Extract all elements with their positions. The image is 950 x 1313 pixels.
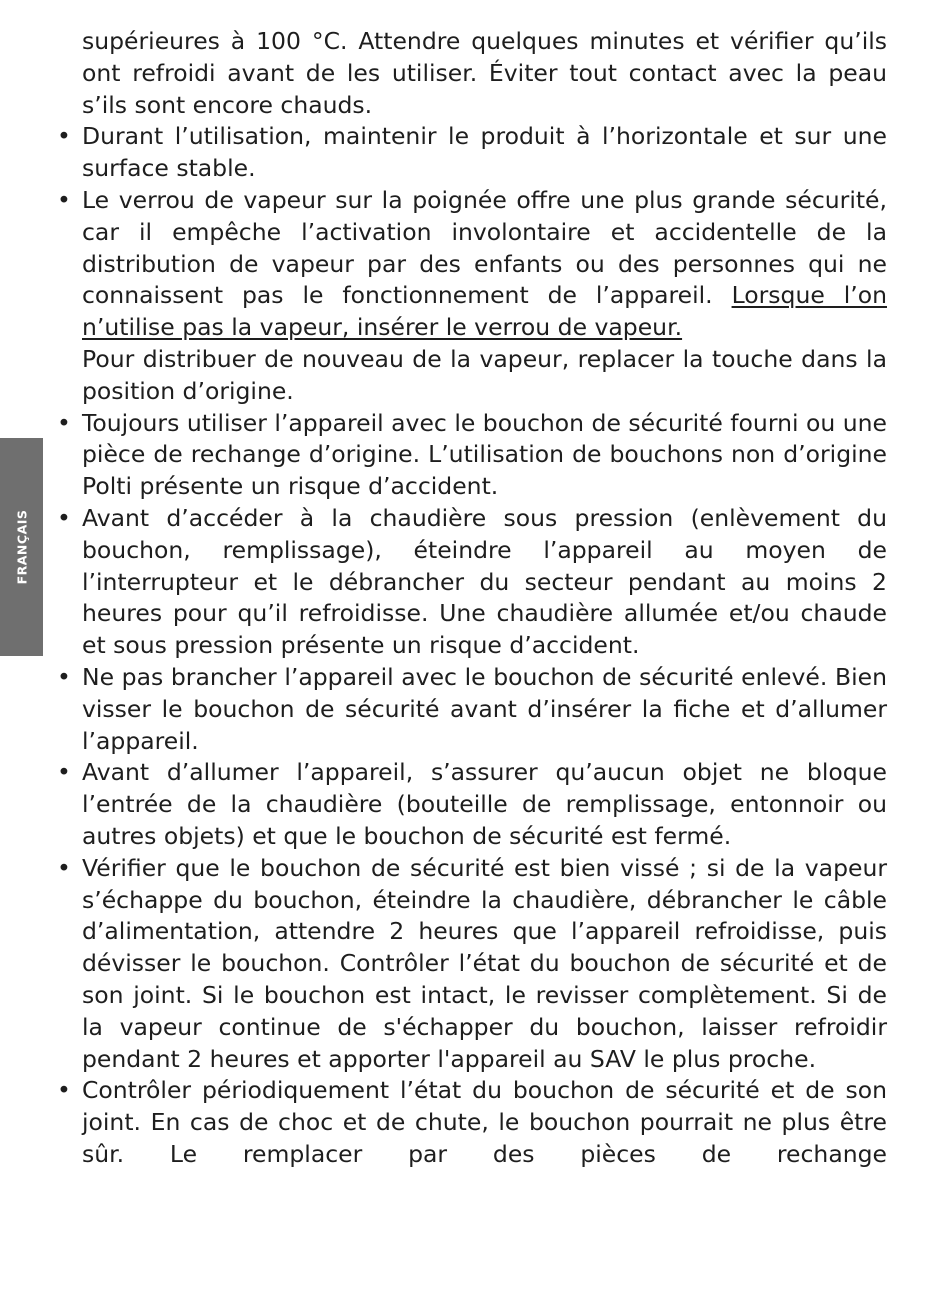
language-label: FRANÇAIS (14, 509, 29, 585)
language-side-tab (0, 438, 43, 656)
bullet-item (57, 662, 887, 757)
paragraph-text: Durant l’utilisation, maintenir le produit à l’horizontale et sur une surface stable. (82, 122, 887, 183)
paragraph-text: Avant d’accéder à la chaudière sous pression (enlèvement du bouchon, remplissage), éteindre l’appareil au moyen de l’interrupteur et le débrancher du secteur pendant au moins 2 heures pour qu’il refroidisse. Une chaudière allumée et/ou chaude et sous pression présente un risque d’accident. (82, 503, 887, 660)
bullet-item (57, 757, 887, 852)
safety-instructions-text (57, 26, 887, 1168)
bullet-item (57, 1075, 887, 1168)
bullet-item (57, 121, 887, 185)
bullet-item (57, 503, 887, 662)
paragraph-text: Ne pas brancher l’appareil avec le bouchon de sécurité enlevé. Bien visser le bouchon de sécurité avant d’insérer la fiche et d’allumer l’appareil. (82, 662, 887, 755)
paragraph-text: Vérifier que le bouchon de sécurité est bien vissé ; si de la vapeur s’échappe du bouchon, éteindre la chaudière, débrancher le câble d’alimentation, attendre 2 heures que l’appareil refroidisse, puis dévisser le bouchon. Contrôler l’état du bouchon de sécurité et de son joint. Si le bouchon est intact, le revisser complètement. Si de la vapeur continue de s'échapper du bouchon, laisser refroidir pendant 2 heures et apporter l'appareil au SAV le plus proche. (82, 853, 887, 1073)
paragraph-text: Toujours utiliser l’appareil avec le bouchon de sécurité fourni ou une pièce de rechange d’origine. L’utilisation de bouchons non d’origine Polti présente un risque d’accident. (82, 408, 887, 501)
paragraph-text: Le verrou de vapeur sur la poignée offre une plus grande sécurité, car il empêche l’activation involontaire et accidentelle de la distribution de vapeur par des enfants ou des personnes qui ne connaissent pas le fonctionnement de l’appareil. (82, 185, 887, 310)
paragraph-text: Contrôler périodiquement l’état du bouchon de sécurité et de son joint. En cas de choc et de chute, le bouchon pourrait ne plus être sûr. Le remplacer par des pièces de rechange (82, 1076, 887, 1168)
paragraph-text: Pour distribuer de nouveau de la vapeur, replacer la touche dans la position d’origine. (82, 344, 887, 405)
paragraph-continuation (57, 344, 887, 408)
paragraph-continuation (57, 26, 887, 121)
bullet-item (57, 853, 887, 1076)
paragraph-text: supérieures à 100 °C. Attendre quelques minutes et vérifier qu’ils ont refroidi avant de les utiliser. Éviter tout contact avec la peau s’ils sont encore chauds. (82, 27, 887, 119)
paragraph-text: Avant d’allumer l’appareil, s’assurer qu’aucun objet ne bloque l’entrée de la chaudière (bouteille de remplissage, entonnoir ou autres objets) et que le bouchon de sécurité est fermé. (82, 758, 887, 850)
bullet-item (57, 408, 887, 503)
underlined-instruction: Lorsque l’on n’utilise pas la vapeur, insérer le verrou de vapeur. (82, 281, 887, 342)
bullet-item (57, 185, 887, 344)
